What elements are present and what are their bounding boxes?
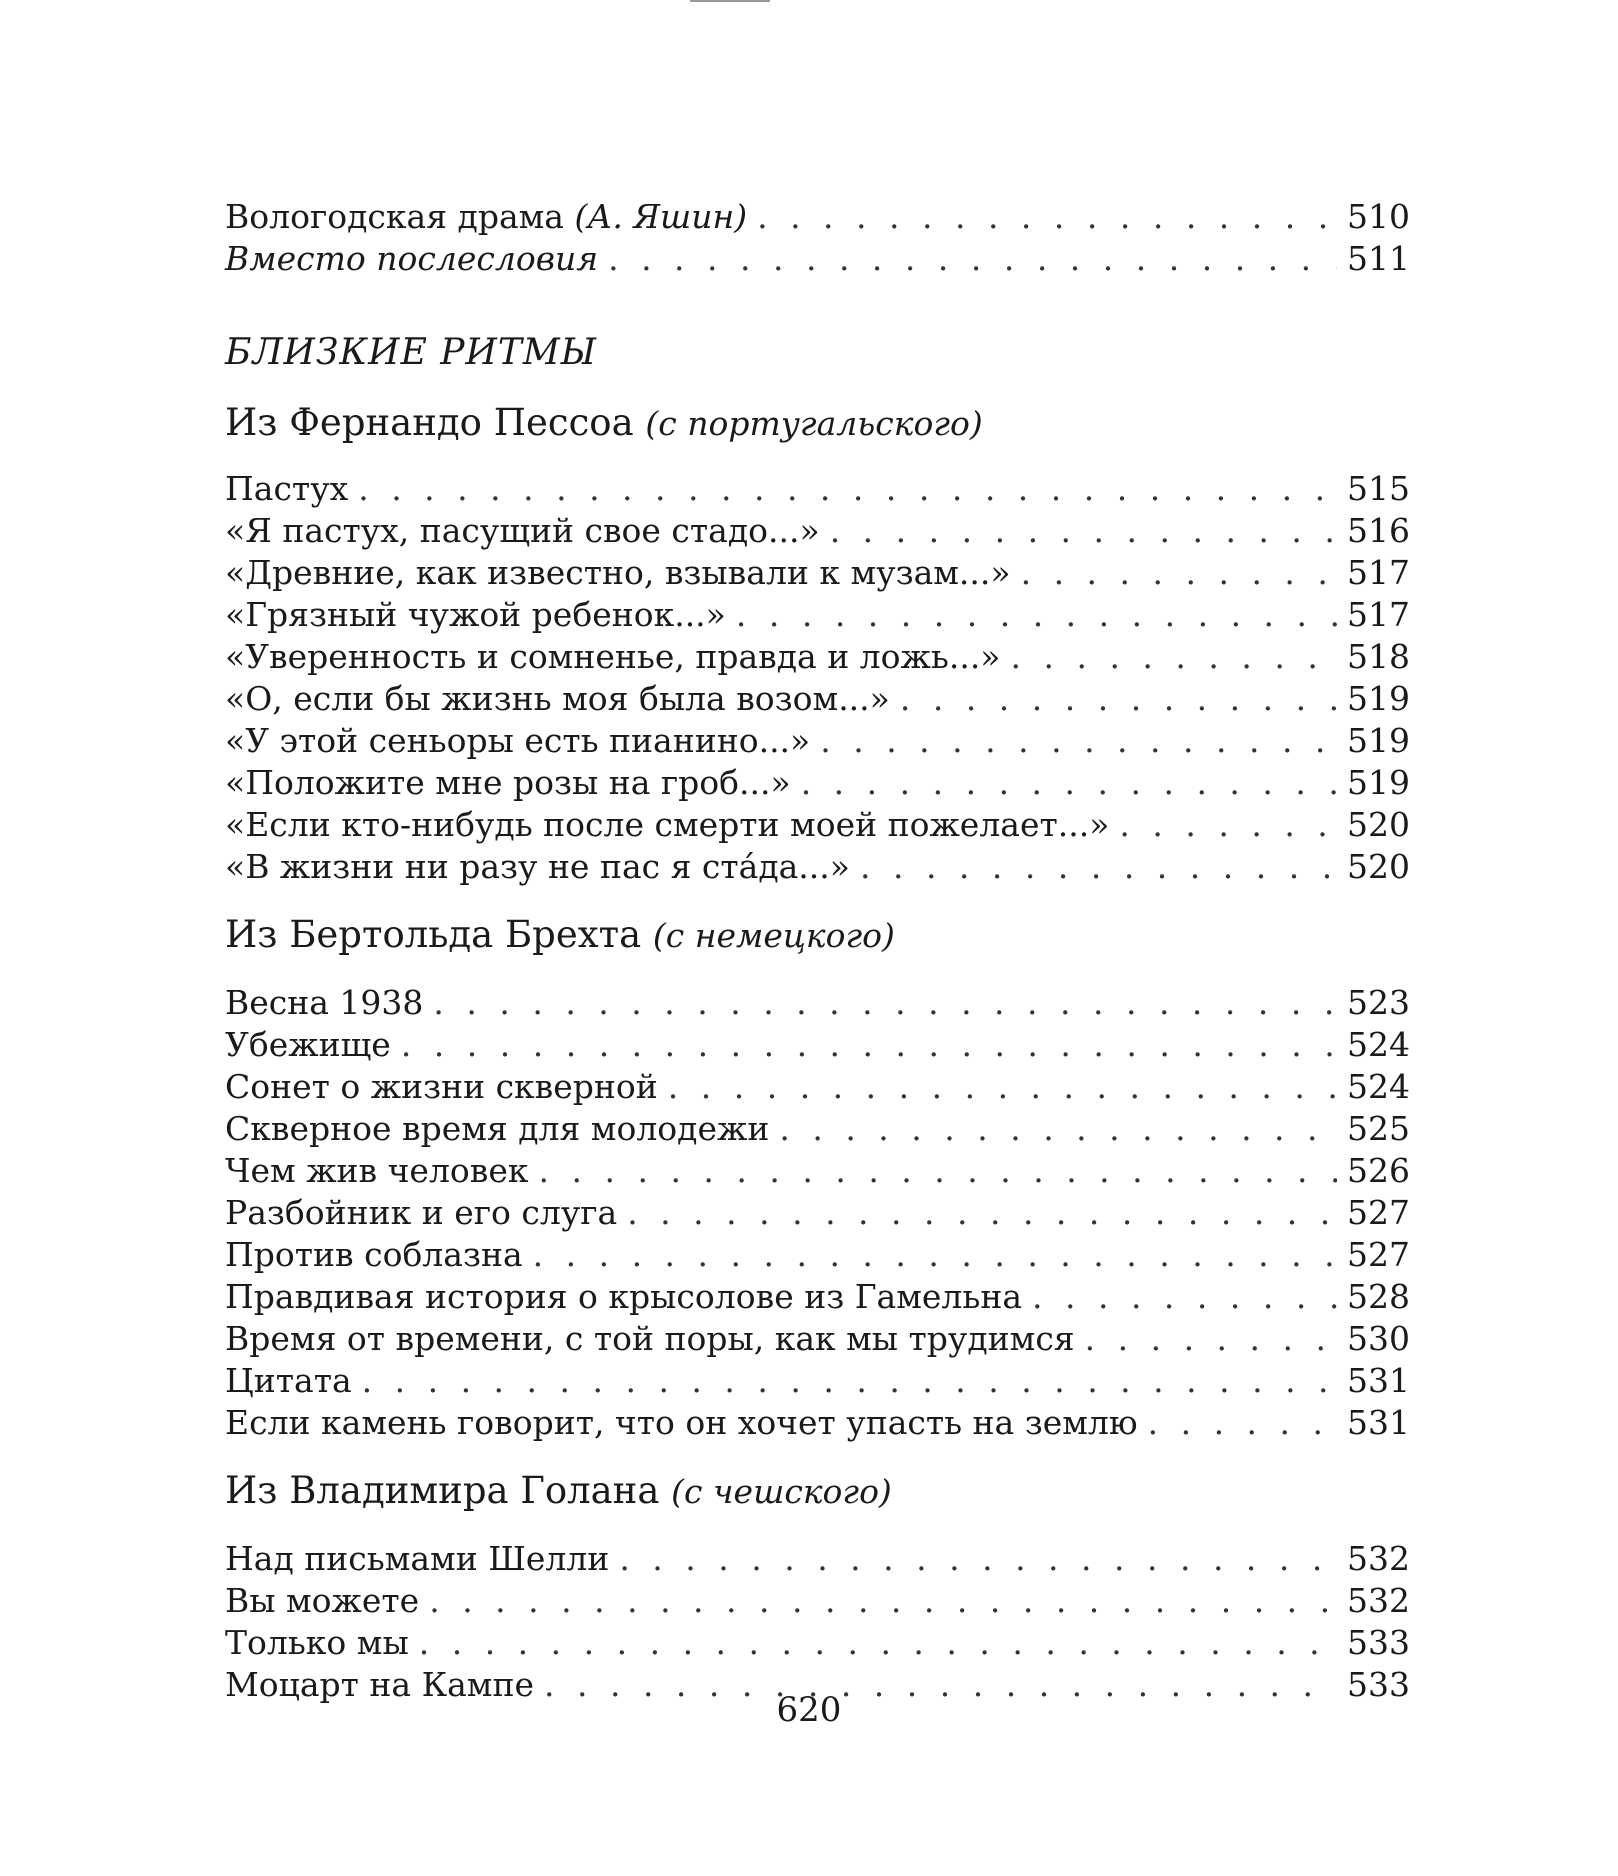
dot-leader [533,1234,1337,1276]
toc-entry[interactable] [225,1108,1410,1150]
dot-leader [820,720,1337,762]
toc-entry[interactable] [225,1192,1410,1234]
toc-entry[interactable] [225,1402,1410,1444]
dot-leader [900,678,1337,720]
toc-entry-italic-title: Вместо послесловия [225,239,599,278]
toc-entry-title: «О, если бы жизнь моя была возом...» [225,679,890,718]
toc-entry[interactable] [225,1066,1410,1108]
toc-entry[interactable] [225,1538,1410,1580]
dot-leader [433,982,1337,1024]
toc-entry[interactable] [225,1360,1410,1402]
toc-entry-page: 532 [1347,1539,1410,1578]
toc-entry-page: 520 [1347,847,1410,886]
toc-entry-page: 524 [1347,1067,1410,1106]
toc-entry[interactable] [225,1580,1410,1622]
toc-entry-page: 528 [1347,1277,1410,1316]
toc-entry-title: «Положите мне розы на гроб...» [225,763,791,802]
toc-entry-title: Только мы [225,1623,409,1662]
toc-entry-title: Цитата [225,1361,352,1400]
toc-entry[interactable] [225,678,1410,720]
toc-entry-page: 525 [1347,1109,1410,1148]
dot-leader [1119,804,1337,846]
toc-entry[interactable] [225,804,1410,846]
toc-entry-page: 515 [1347,469,1410,508]
section-heading: Из Бертольда Брехта (с немецкого) [225,913,895,956]
toc-entry-page: 533 [1347,1623,1410,1662]
toc-entry-title: Против соблазна [225,1235,523,1274]
toc-entry-title: Если камень говорит, что он хочет упасть на землю [225,1403,1138,1442]
toc-entry[interactable] [225,1276,1410,1318]
toc-entry-title: Вы можете [225,1581,420,1620]
dot-leader [860,846,1337,888]
toc-entry[interactable] [225,982,1410,1024]
dot-leader [401,1024,1337,1066]
toc-entry-title: Вологодская драма (А. Яшин) [225,197,748,236]
toc-entry-title [225,238,598,280]
toc-entry-title: Сонет о жизни скверной [225,1067,658,1106]
toc-entry-page: 517 [1347,595,1410,634]
toc-entry-page: 517 [1347,553,1410,592]
toc-entry-page: 526 [1347,1151,1410,1190]
section-heading-note: (с чешского) [671,1472,892,1511]
toc-entry-title: «Если кто-нибудь после смерти моей пожелает...» [225,805,1110,844]
toc-entry-page: 532 [1347,1581,1410,1620]
dot-leader [608,238,1337,280]
toc-entry-page: 524 [1347,1025,1410,1064]
toc-entry[interactable] [225,1622,1410,1664]
toc-entry-title: Скверное время для молодежи [225,1109,770,1148]
section-heading: Из Владимира Голана (с чешского) [225,1469,892,1512]
toc-entry-page: 518 [1347,637,1410,676]
dot-leader [619,1538,1337,1580]
toc-entry[interactable] [225,846,1410,888]
toc-entry-title: Над письмами Шелли [225,1539,610,1578]
toc-entry-title: «Грязный чужой ребенок...» [225,595,726,634]
part-title: БЛИЗКИЕ РИТМЫ [225,332,598,373]
toc-entry[interactable] [225,1318,1410,1360]
toc-entry[interactable] [225,552,1410,594]
toc-entry-page: 511 [1347,239,1410,278]
toc-entry[interactable] [225,510,1410,552]
toc-entry-title: «Древние, как известно, взывали к музам...» [225,553,1011,592]
toc-entry-title: Убежище [225,1025,391,1064]
toc-entry-page: 519 [1347,763,1410,802]
dot-leader [668,1066,1337,1108]
toc-entry-title: Пастух [225,469,349,508]
dot-leader [429,1580,1337,1622]
toc-entry-page: 531 [1347,1361,1410,1400]
dot-leader [1032,1276,1337,1318]
dot-leader [830,510,1337,552]
toc-entry-page: 516 [1347,511,1410,550]
toc-entry-title: «В жизни ни разу не пас я ста́да...» [225,847,850,886]
toc-entry[interactable] [225,238,1410,280]
toc-entry-title: «Я пастух, пасущий свое стадо...» [225,511,820,550]
page-number: 620 [776,1690,842,1730]
section-heading-note: (с немецкого) [652,916,895,955]
dot-leader [779,1108,1337,1150]
toc-entry-page: 527 [1347,1193,1410,1232]
top-edge-mark [690,0,770,5]
toc-entry-title: Моцарт на Кампе [225,1665,534,1704]
toc-entry[interactable] [225,1024,1410,1066]
toc-entry[interactable] [225,196,1410,238]
dot-leader [627,1192,1337,1234]
toc-entry-page: 519 [1347,679,1410,718]
toc-entry[interactable] [225,636,1410,678]
toc-entry[interactable] [225,1234,1410,1276]
toc-entry-author-note: (А. Яшин) [574,197,748,236]
toc-entry[interactable] [225,594,1410,636]
toc-entry-page: 520 [1347,805,1410,844]
toc-entry-page: 510 [1347,197,1410,236]
dot-leader [539,1150,1337,1192]
toc-entry-title: Чем жив человек [225,1151,529,1190]
toc-entry[interactable] [225,720,1410,762]
toc-entry-page: 533 [1347,1665,1410,1704]
toc-entry[interactable] [225,762,1410,804]
dot-leader [1085,1318,1337,1360]
toc-entry-title: Весна 1938 [225,983,424,1022]
section-heading-note: (с португальского) [645,404,983,443]
toc-entry-page: 531 [1347,1403,1410,1442]
dot-leader [1021,552,1337,594]
toc-entry-page: 530 [1347,1319,1410,1358]
dot-leader [1011,636,1338,678]
dot-leader [358,468,1337,510]
section-heading: Из Фернандо Пессоа (с португальского) [225,401,983,444]
toc-entry-title: «Уверенность и сомненье, правда и ложь...» [225,637,1001,676]
toc-entry-title: Время от времени, с той поры, как мы трудимся [225,1319,1075,1358]
dot-leader [1148,1402,1337,1444]
dot-leader [801,762,1337,804]
toc-entry-title: Разбойник и его слуга [225,1193,618,1232]
toc-entry-page: 527 [1347,1235,1410,1274]
toc-page [225,196,1410,1706]
toc-entry-page: 519 [1347,721,1410,760]
toc-entry[interactable] [225,468,1410,510]
toc-entry-page: 523 [1347,983,1410,1022]
dot-leader [362,1360,1337,1402]
dot-leader [419,1622,1337,1664]
toc-entry[interactable] [225,1150,1410,1192]
dot-leader [736,594,1337,636]
toc-entry-title: Правдивая история о крысолове из Гамельна [225,1277,1023,1316]
toc-entry-title: «У этой сеньоры есть пианино...» [225,721,811,760]
dot-leader [757,196,1337,238]
